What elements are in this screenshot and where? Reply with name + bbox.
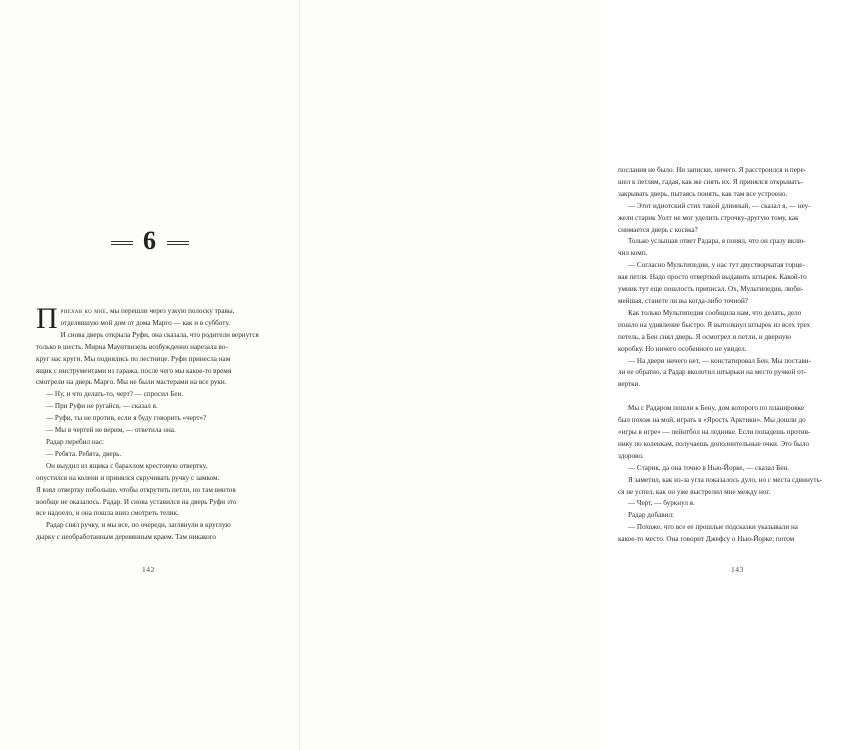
text-line: Радар добавил:: [628, 511, 675, 520]
text-line: опустился на колени и принялся скручивать ручку с замком.: [36, 473, 220, 482]
text-line: только в шесть. Мирна Маунтвизель возбужденно нарезала во-: [36, 342, 228, 351]
text-line: вая петля. Надо просто отверткой выдавить штырек. Какой-то: [618, 273, 807, 282]
text-line: Он выудил из ящика с барахлом крестовую отвертку,: [46, 461, 208, 470]
text-line: мейшая, станете ли вы когда-либо точной?: [618, 296, 748, 305]
text-line: — Похоже, что все ее прошлые подсказки указывали на: [628, 523, 798, 532]
text-line: чил комп.: [618, 249, 648, 258]
chapter-dash-left: [111, 241, 133, 245]
right-paragraphs: [618, 165, 854, 546]
right-page-text: [618, 165, 854, 546]
chapter-heading: [0, 226, 300, 256]
page-number-right: 143: [731, 565, 744, 574]
page-number-left: 142: [142, 565, 155, 574]
text-line: послания не было. Ни записки, ничего. Я расстроился и пере-: [618, 166, 807, 174]
chapter-number: 6: [143, 226, 157, 255]
text-line: вертки.: [618, 380, 641, 389]
drop-cap: П: [36, 302, 58, 335]
first-line: [36, 306, 264, 318]
text-line: умник тут еще пошлость приписал. Ох, Мультипедия, люби-: [618, 285, 804, 294]
text-line: — Ребята. Ребята, дверь.: [46, 449, 122, 458]
text-line: был похож на мой, играть в «Ярость Арктики». Мы дошли до: [618, 416, 806, 425]
text-line: — Старик, да она точно в Нью-Йорке, — сказал Бен.: [628, 463, 790, 472]
text-line: — Согласно Мультипедии, у нас тут двустворчатая торце-: [628, 261, 805, 270]
text-line: ящик с инструментами из гаража, после чего мы какое-то время: [36, 366, 232, 375]
text-line: здорово.: [618, 451, 644, 460]
text-line: дырку с необработанным деревянным краем. Там никакого: [36, 533, 216, 542]
first-line-rest: мы перешли через узкую полоску травы,: [108, 307, 235, 315]
lead-in: риехав ко мне,: [60, 307, 109, 315]
text-line: ли ее обратно, а Радар вколотил штырьки на место ручкой от-: [618, 368, 807, 377]
left-paragraphs: [36, 318, 264, 544]
text-line: Только услышав ответ Радара, я понял, что он сразу вклю-: [628, 237, 806, 246]
left-page-text: [36, 302, 264, 544]
chapter-dash-right: [167, 241, 189, 245]
text-line: Радар снял ручку, и мы все, по очереди, заглянули в круглую: [46, 521, 231, 530]
text-line: пошло на удивление быстро. Я вытолкнул штырек из всех трех: [618, 320, 811, 329]
text-line: Я взял отвертку побольше, чтобы открутить петли, но там винтов: [36, 485, 236, 494]
text-line: смотрели на дверь Марго. Мы не были мастерами на все руки.: [36, 378, 227, 387]
text-line: шел к петлям, гадая, как же снять их. Я принялся открывать-: [618, 177, 803, 186]
text-line: — Руфи, ты не против, если я буду говорить «черт»?: [46, 414, 207, 423]
text-line: отделявшую мой дом от дома Марго — как и в субботу.: [60, 318, 230, 327]
text-line: «игры в игре» — пейнтбол на леднике. Если попадешь против-: [618, 428, 811, 437]
text-line: Как только Мультипедия сообщила нам, что делать, дело: [628, 308, 802, 317]
right-page: [300, 0, 823, 750]
text-line: — Ну, и что делать-то, черт? — спросил Бен.: [46, 390, 184, 399]
text-line: И снова дверь открыла Руфи, она сказала, что родители вернутся: [60, 330, 259, 339]
text-line: Радар перебил нас:: [46, 437, 104, 446]
text-line: коробку. Но ничего особенного не увидел.: [618, 344, 747, 353]
text-line: петель, а Бен снял дверь. Я осмотрел и петли, и дверную: [618, 332, 791, 341]
text-line: снимается дверь с косяка?: [618, 225, 698, 234]
text-line: жели старик Уолт не мог уделить строчку-другую тому, как: [618, 213, 799, 222]
text-line: какое-то место. Она говорит Джефсу о Нью-Йорке; потом: [618, 535, 795, 544]
text-line: Мы с Радаром пошли к Бену, дом которого по планировке: [628, 404, 805, 413]
text-line: круг нас круги. Мы поднялись по лестнице. Руфи принесла нам: [36, 354, 231, 363]
text-line: — Черт, — буркнул я.: [628, 499, 695, 508]
text-line: ся не успел, как он уже выстрелил мне между ног.: [618, 487, 771, 496]
text-line: Я заметил, как из-за угла показалось дуло, но с места сдвинуть-: [628, 475, 823, 484]
text-line: вообще не оказалось. Радар. И снова уставился на дверь Руфи это: [36, 497, 237, 506]
section-break: [618, 391, 854, 403]
text-line: нику по коленкам, получаешь дополнительные очки. Это было: [618, 439, 810, 448]
text-line: закрывать дверь, пытаясь понять, как там все устроено.: [618, 189, 788, 198]
text-line: — На двери ничего нет, — констатировал Бен. Мы постави-: [628, 356, 812, 365]
text-line: — Этот идиотский стих такой длинный, — сказал я, — неу-: [628, 201, 811, 210]
text-line: — Мы в чертей не верим, — ответила она.: [46, 426, 176, 435]
left-page: [0, 0, 300, 750]
text-line: все надоело, и она пошла вниз смотреть телик.: [36, 509, 179, 518]
text-line: — При Руфи не ругайся, — сказал я.: [46, 402, 158, 411]
